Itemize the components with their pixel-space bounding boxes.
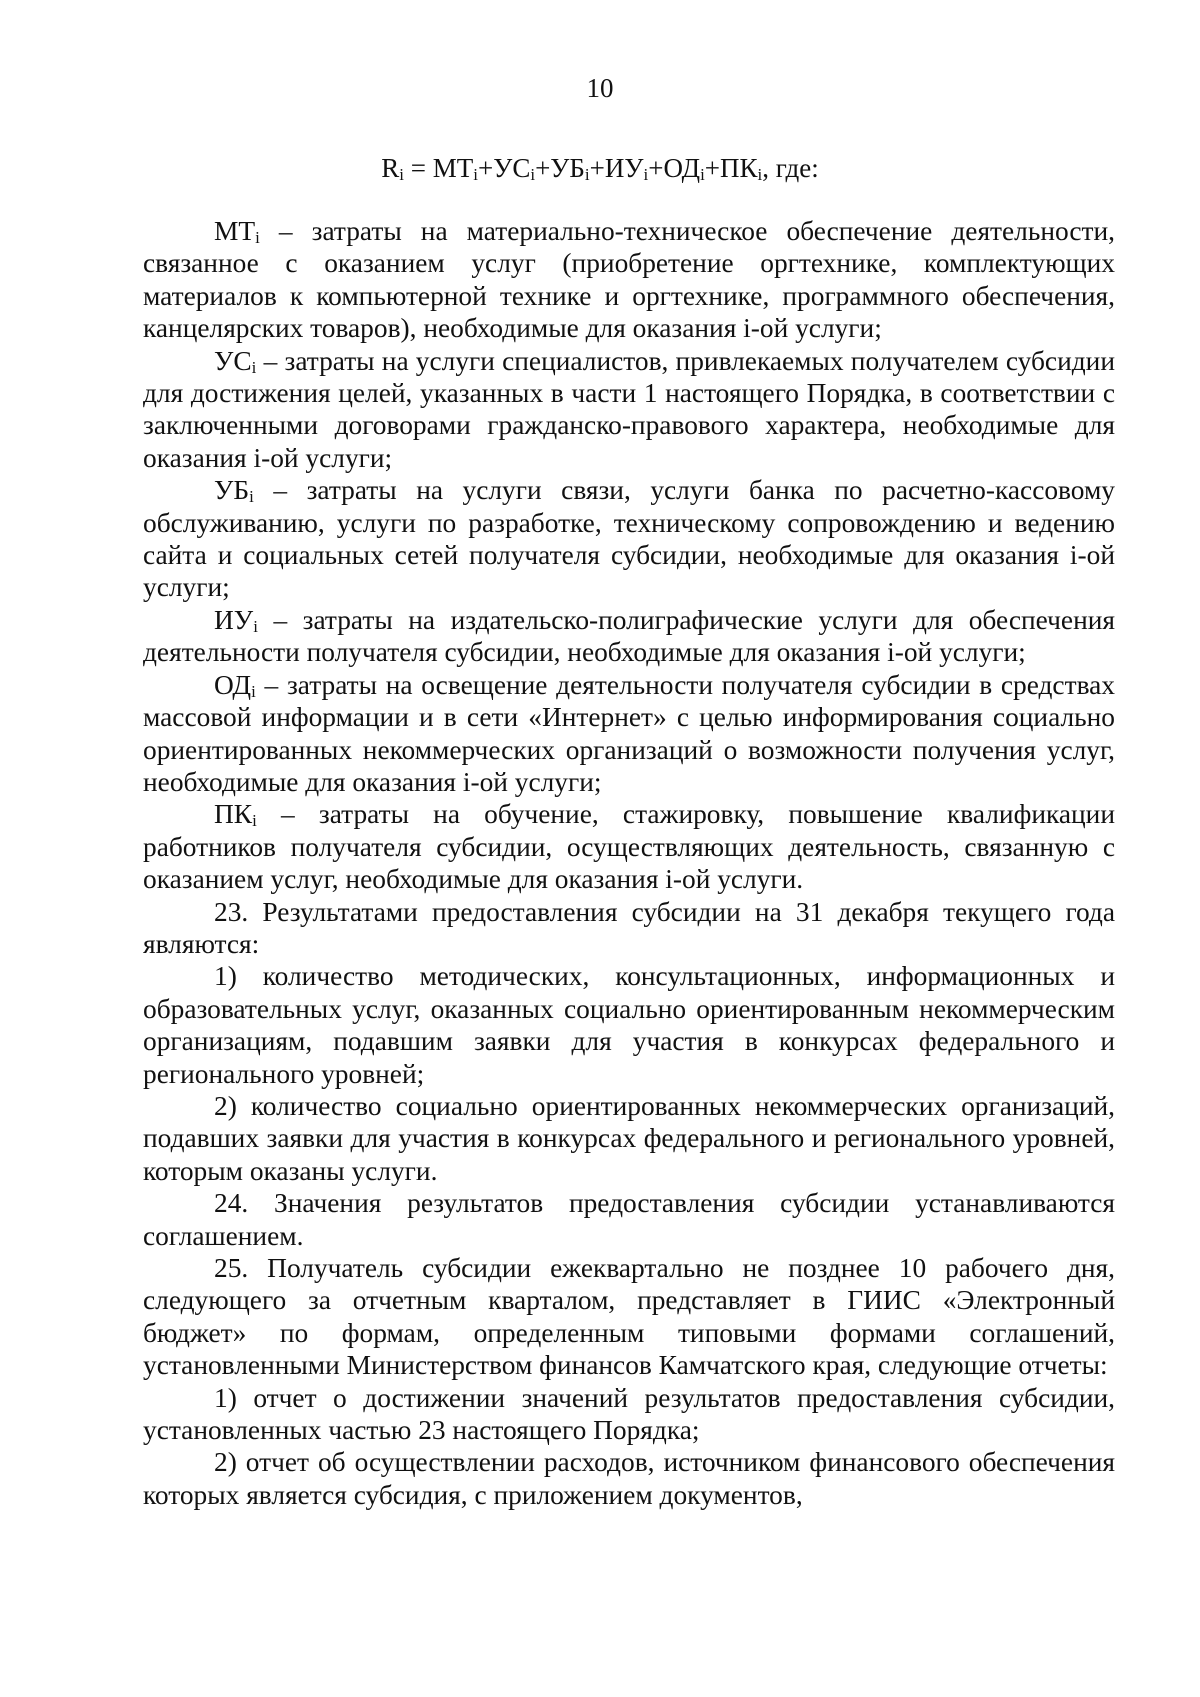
definition-pk: $ПК_i$ – затраты на обучение, стажировку, повышение квалификации работников получателя субсидии, осуществляющих деятельность, связанную с оказанием услуг, необходимые для оказания i-ой услуги.	[143, 799, 1115, 895]
formula-term-mt: $МТ_i$	[432, 153, 478, 184]
definition-us: $УС_i$ – затраты на услуги специалистов, привлекаемых получателем субсидии для достижения целей, указанных в части 1 настоящего Порядка, в соответствии с заключенными договорами гражданско-правового характера, необходимые для оказания i-ой услуги;	[143, 345, 1115, 473]
formula-term-od: $ОД_i$	[663, 153, 705, 184]
page-number: 10	[586, 73, 614, 103]
formula-term-iu: $ИУ_i$	[604, 153, 649, 184]
formula-term-us: $УС_i$	[493, 153, 536, 184]
paragraph-24: 24. Значения результатов предоставления субсидии устанавливаются соглашением.	[143, 1188, 1115, 1251]
body-text	[143, 215, 1115, 1511]
formula-term-ub: $УБ_i$	[550, 153, 590, 184]
definition-od: $ОД_i$ – затраты на освещение деятельности получателя субсидии в средствах массовой информации и в сети «Интернет» с целью информирования социально ориентированных некоммерческих организаций о возможности получения услуг, необходимые для оказания i-ой услуги;	[143, 669, 1115, 797]
formula-result: $R_i$	[381, 153, 404, 184]
paragraph-25: 25. Получатель субсидии ежеквартально не позднее 10 рабочего дня, следующего за отчетным кварталом, представляет в ГИИС «Электронный бюджет» по формам, определенным типовыми формами соглашений, установленными Министерством финансов Камчатского края, следующие отчеты:	[143, 1253, 1115, 1381]
paragraph-23-item-1: 1) количество методических, консультационных, информационных и образовательных услуг, оказанных социально ориентированным некоммерческим организациям, подавшим заявки для участия в конкурсах федерального и регионального уровней;	[143, 961, 1115, 1089]
paragraph-23-item-2: 2) количество социально ориентированных некоммерческих организаций, подавших заявки для участия в конкурсах федерального и регионального уровней, которым оказаны услуги.	[143, 1090, 1115, 1186]
formula-term-pk: $ПК_i$	[720, 153, 763, 184]
paragraph-25-item-2: 2) отчет об осуществлении расходов, источником финансового обеспечения которых является субсидия, с приложением документов,	[143, 1447, 1115, 1510]
definition-ub: $УБ_i$ – затраты на услуги связи, услуги банка по расчетно-кассовому обслуживанию, услуги по разработке, техническому сопровождению и ведению сайта и социальных сетей получателя субсидии, необходимые для оказания i-ой услуги;	[143, 475, 1115, 603]
definition-mt: $МТ_i$ – затраты на материально-техническое обеспечение деятельности, связанное с оказанием услуг (приобретение оргтехнике, комплектующих материалов к компьютерной технике и оргтехнике, программного обеспечения, канцелярских товаров), необходимые для оказания i-ой услуги;	[143, 216, 1115, 344]
paragraph-23: 23. Результатами предоставления субсидии на 31 декабря текущего года являются:	[143, 896, 1115, 959]
formula: $R_i = МТ_i+УС_i+УБ_i+ИУ_i+ОД_i+ПК_i$, где:	[381, 153, 819, 184]
definition-iu: $ИУ_i$ – затраты на издательско-полиграфические услуги для обеспечения деятельности получателя субсидии, необходимые для оказания i-ой услуги;	[143, 604, 1115, 668]
formula-tail: , где:	[762, 153, 819, 183]
paragraph-25-item-1: 1) отчет о достижении значений результатов предоставления субсидии, установленных частью 23 настоящего Порядка;	[143, 1382, 1115, 1446]
